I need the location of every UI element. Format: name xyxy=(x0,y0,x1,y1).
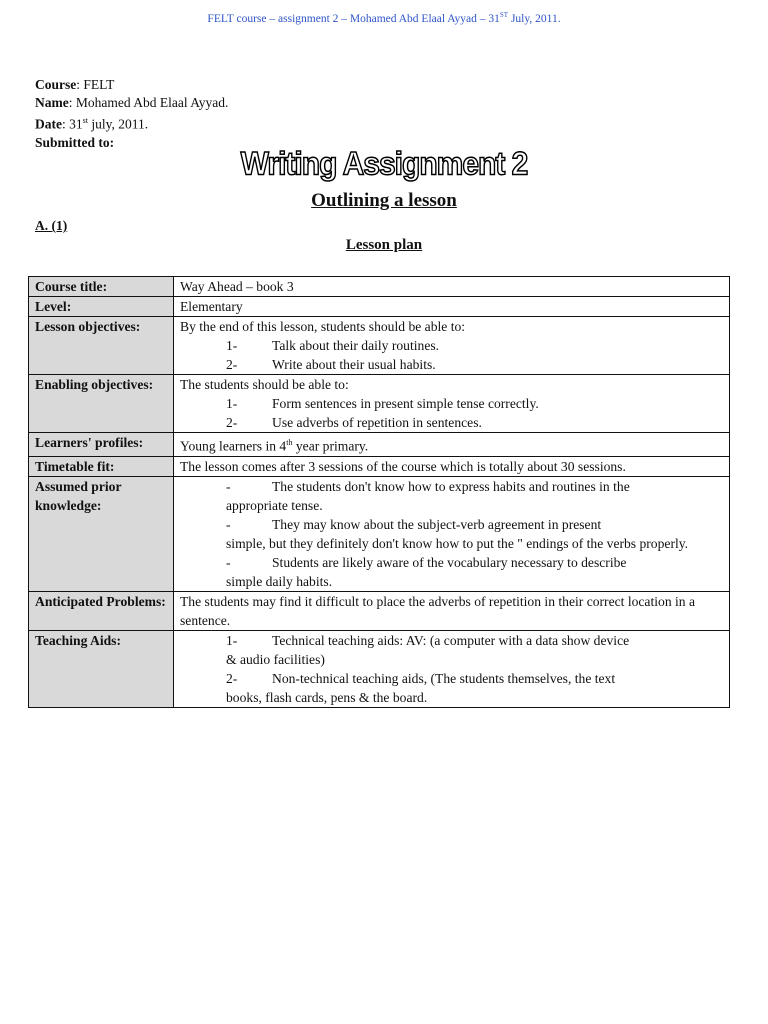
item-marker: - xyxy=(226,478,231,494)
list-item xyxy=(180,631,724,669)
date-rest: july, 2011. xyxy=(87,116,149,132)
item-marker: 2- xyxy=(226,670,238,686)
item-marker: 2- xyxy=(226,415,238,430)
header-text: FELT course – assignment 2 – Mohamed Abd Elaal Ayyad – 31 xyxy=(207,12,500,25)
row-value xyxy=(174,476,730,591)
row-label: Timetable fit: xyxy=(29,456,174,476)
lesson-plan-heading: Lesson plan xyxy=(345,237,423,253)
list-item xyxy=(180,515,724,553)
table-row xyxy=(29,375,730,433)
item-marker: 1- xyxy=(226,396,238,411)
item-text-cont: simple daily habits. xyxy=(226,573,333,589)
row-label: Anticipated Problems: xyxy=(29,591,174,630)
table-row xyxy=(29,297,730,317)
row-value xyxy=(174,375,730,433)
name-label: Name xyxy=(35,95,69,110)
intro-text: The students should be able to: xyxy=(180,377,349,392)
item-marker: - xyxy=(226,554,231,570)
header-sup: ST xyxy=(499,11,509,19)
table-row xyxy=(29,277,730,297)
row-label: Teaching Aids: xyxy=(29,630,174,707)
item-text-cont: simple, but they definitely don't know how to put the " endings of the verbs properly. xyxy=(226,535,689,551)
list-item xyxy=(180,336,724,355)
document-meta xyxy=(35,76,228,152)
list-item xyxy=(180,477,724,515)
item-text: Non-technical teaching aids, (The students themselves, the text xyxy=(272,670,616,686)
course-label: Course xyxy=(35,77,77,92)
row-label: Course title: xyxy=(29,277,174,297)
table-row xyxy=(29,476,730,591)
list-item xyxy=(180,553,724,591)
name-value: : Mohamed Abd Elaal Ayyad. xyxy=(68,95,229,110)
document-subtitle: Outlining a lesson xyxy=(311,190,457,211)
item-text-cont: books, flash cards, pens & the board. xyxy=(226,689,428,705)
item-text: Students are likely aware of the vocabulary necessary to describe xyxy=(272,554,627,570)
value-text: Young learners in 4 xyxy=(180,438,287,454)
item-text: They may know about the subject-verb agreement in present xyxy=(272,516,602,532)
table-row xyxy=(29,317,730,375)
row-label: Assumed prior knowledge: xyxy=(29,476,174,591)
document-title: Writing Assignment 2 xyxy=(240,146,528,183)
list-item xyxy=(180,394,724,413)
date-label: Date xyxy=(35,116,62,132)
submitted-label: Submitted to: xyxy=(35,134,115,150)
item-text: Talk about their daily routines. xyxy=(272,338,440,353)
item-marker: 2- xyxy=(226,357,238,372)
list-item-first-line xyxy=(226,477,724,496)
item-text-cont: appropriate tense. xyxy=(226,497,323,513)
value-text-end: year primary. xyxy=(292,438,369,454)
table-row xyxy=(29,591,730,630)
list-item xyxy=(180,355,724,374)
row-value xyxy=(174,317,730,375)
row-value: Elementary xyxy=(174,297,730,317)
table-row xyxy=(29,433,730,457)
item-marker: - xyxy=(226,516,231,532)
meta-name xyxy=(35,94,228,112)
list-item-first-line xyxy=(226,631,724,650)
row-value xyxy=(174,630,730,707)
row-label: Level: xyxy=(29,297,174,317)
table-row xyxy=(29,456,730,476)
meta-course xyxy=(35,76,228,94)
list-item-first-line xyxy=(226,669,724,688)
row-value xyxy=(174,433,730,457)
page-header xyxy=(0,11,768,25)
item-text: Form sentences in present simple tense correctly. xyxy=(272,396,539,411)
meta-date xyxy=(35,112,228,134)
lesson-plan-table xyxy=(28,276,730,708)
list-item-first-line xyxy=(226,515,724,534)
table-row xyxy=(29,630,730,707)
row-label: Learners' profiles: xyxy=(29,433,174,457)
item-marker: 1- xyxy=(226,632,238,648)
item-text-cont: & audio facilities) xyxy=(226,651,325,667)
row-value: The students may find it difficult to place the adverbs of repetition in their correct location in a sentence. xyxy=(174,591,730,630)
row-label: Enabling objectives: xyxy=(29,375,174,433)
header-text-end: July, 2011. xyxy=(508,12,561,25)
list-item-first-line xyxy=(226,553,724,572)
section-heading: A. (1) xyxy=(35,218,68,233)
item-text: Technical teaching aids: AV: (a computer with a data show device xyxy=(272,632,630,648)
course-value: : FELT xyxy=(76,77,115,92)
item-text: Write about their usual habits. xyxy=(272,357,436,372)
item-text: Use adverbs of repetition in sentences. xyxy=(272,415,482,430)
item-marker: 1- xyxy=(226,338,238,353)
row-value: The lesson comes after 3 sessions of the course which is totally about 30 sessions. xyxy=(174,456,730,476)
item-text: The students don't know how to express habits and routines in the xyxy=(272,478,630,494)
value-sup: th xyxy=(286,438,293,447)
date-sup: st xyxy=(82,116,88,125)
list-item xyxy=(180,669,724,707)
list-item xyxy=(180,413,724,432)
date-prefix: : 31 xyxy=(62,116,83,132)
row-label: Lesson objectives: xyxy=(29,317,174,375)
intro-text: By the end of this lesson, students should be able to: xyxy=(180,319,466,334)
row-value: Way Ahead – book 3 xyxy=(174,277,730,297)
